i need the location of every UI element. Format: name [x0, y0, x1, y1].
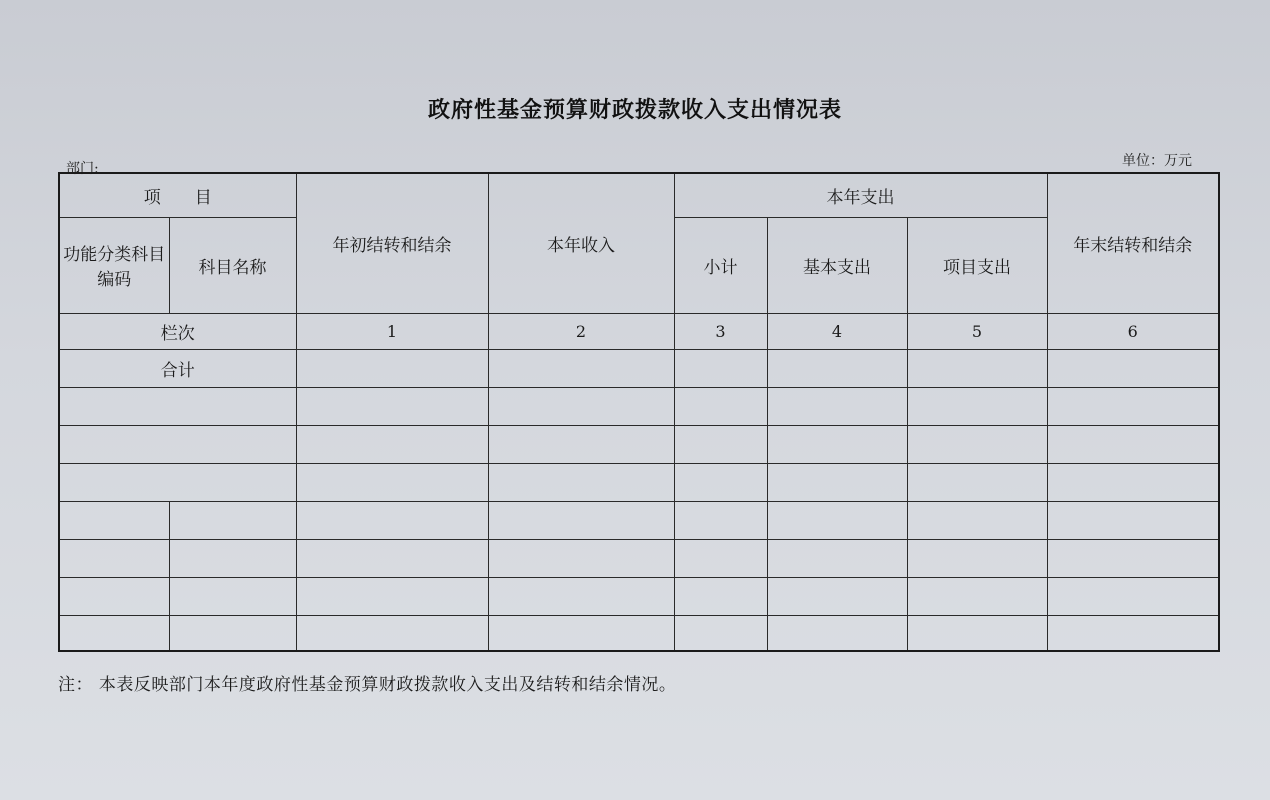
table-cell — [59, 501, 169, 539]
table-cell — [674, 349, 767, 387]
column-number: 4 — [767, 313, 907, 349]
department-label: 部门: — [66, 161, 99, 177]
table-cell — [488, 615, 674, 651]
table-cell — [767, 501, 907, 539]
table-cell — [674, 387, 767, 425]
table-cell — [907, 425, 1047, 463]
table-row — [59, 615, 1219, 651]
table-row — [59, 387, 1219, 425]
table-row — [59, 501, 1219, 539]
table-cell — [169, 501, 296, 539]
column-index-label: 栏次 — [59, 313, 296, 349]
table-cell — [296, 387, 488, 425]
table-cell — [1047, 539, 1219, 577]
header-closing-balance: 年末结转和结余 — [1047, 173, 1219, 313]
column-number: 5 — [907, 313, 1047, 349]
table-cell — [767, 425, 907, 463]
table-cell — [1047, 463, 1219, 501]
header-current-income: 本年收入 — [488, 173, 674, 313]
table-cell — [296, 349, 488, 387]
table-cell — [59, 463, 296, 501]
column-number: 3 — [674, 313, 767, 349]
table-cell — [767, 463, 907, 501]
table-cell — [59, 539, 169, 577]
header-basic-expense: 基本支出 — [767, 217, 907, 313]
table-cell — [296, 463, 488, 501]
table-cell — [59, 577, 169, 615]
table-cell — [674, 577, 767, 615]
column-number: 1 — [296, 313, 488, 349]
budget-table — [58, 172, 1220, 652]
header-opening-balance: 年初结转和结余 — [296, 173, 488, 313]
table-cell — [1047, 577, 1219, 615]
table-cell — [296, 577, 488, 615]
table-cell — [674, 501, 767, 539]
unit-label: 单位：万元 — [1122, 153, 1192, 169]
table-cell — [907, 501, 1047, 539]
total-label: 合计 — [59, 349, 296, 387]
table-cell — [488, 425, 674, 463]
header-subtotal: 小计 — [674, 217, 767, 313]
table-cell — [488, 501, 674, 539]
table-cell — [674, 425, 767, 463]
table-cell — [767, 577, 907, 615]
footnote: 注： 本表反映部门本年度政府性基金预算财政拨款收入支出及结转和结余情况。 — [58, 675, 677, 695]
table-cell — [488, 577, 674, 615]
table-cell — [1047, 425, 1219, 463]
header-project: 项 目 — [59, 173, 296, 217]
table-cell — [674, 539, 767, 577]
table-cell — [296, 501, 488, 539]
table-cell — [169, 539, 296, 577]
table-row — [59, 539, 1219, 577]
column-number: 2 — [488, 313, 674, 349]
table-cell — [488, 539, 674, 577]
table-cell — [169, 615, 296, 651]
table-cell — [1047, 501, 1219, 539]
table-cell — [767, 539, 907, 577]
table-cell — [59, 615, 169, 651]
table-cell — [296, 615, 488, 651]
table-cell — [907, 615, 1047, 651]
header-func-code: 功能分类科目编码 — [59, 217, 169, 313]
table-cell — [488, 349, 674, 387]
table-cell — [1047, 349, 1219, 387]
table-cell — [767, 615, 907, 651]
table-cell — [767, 387, 907, 425]
page-title: 政府性基金预算财政拨款收入支出情况表 — [427, 97, 842, 123]
table-cell — [488, 463, 674, 501]
table-cell — [907, 539, 1047, 577]
table-row — [59, 463, 1219, 501]
table-cell — [169, 577, 296, 615]
table-cell — [296, 425, 488, 463]
table-cell — [1047, 387, 1219, 425]
table-cell — [674, 463, 767, 501]
table-cell — [907, 387, 1047, 425]
table-cell — [674, 615, 767, 651]
column-number: 6 — [1047, 313, 1219, 349]
table-row — [59, 577, 1219, 615]
header-project-expense: 项目支出 — [907, 217, 1047, 313]
table-cell — [907, 577, 1047, 615]
table-cell — [767, 349, 907, 387]
table-cell — [59, 387, 296, 425]
header-subject-name: 科目名称 — [169, 217, 296, 313]
header-current-expense: 本年支出 — [674, 173, 1047, 217]
table-cell — [907, 463, 1047, 501]
table-cell — [907, 349, 1047, 387]
table-cell — [1047, 615, 1219, 651]
table-cell — [296, 539, 488, 577]
table-cell — [59, 425, 296, 463]
table-cell — [488, 387, 674, 425]
table-row — [59, 425, 1219, 463]
